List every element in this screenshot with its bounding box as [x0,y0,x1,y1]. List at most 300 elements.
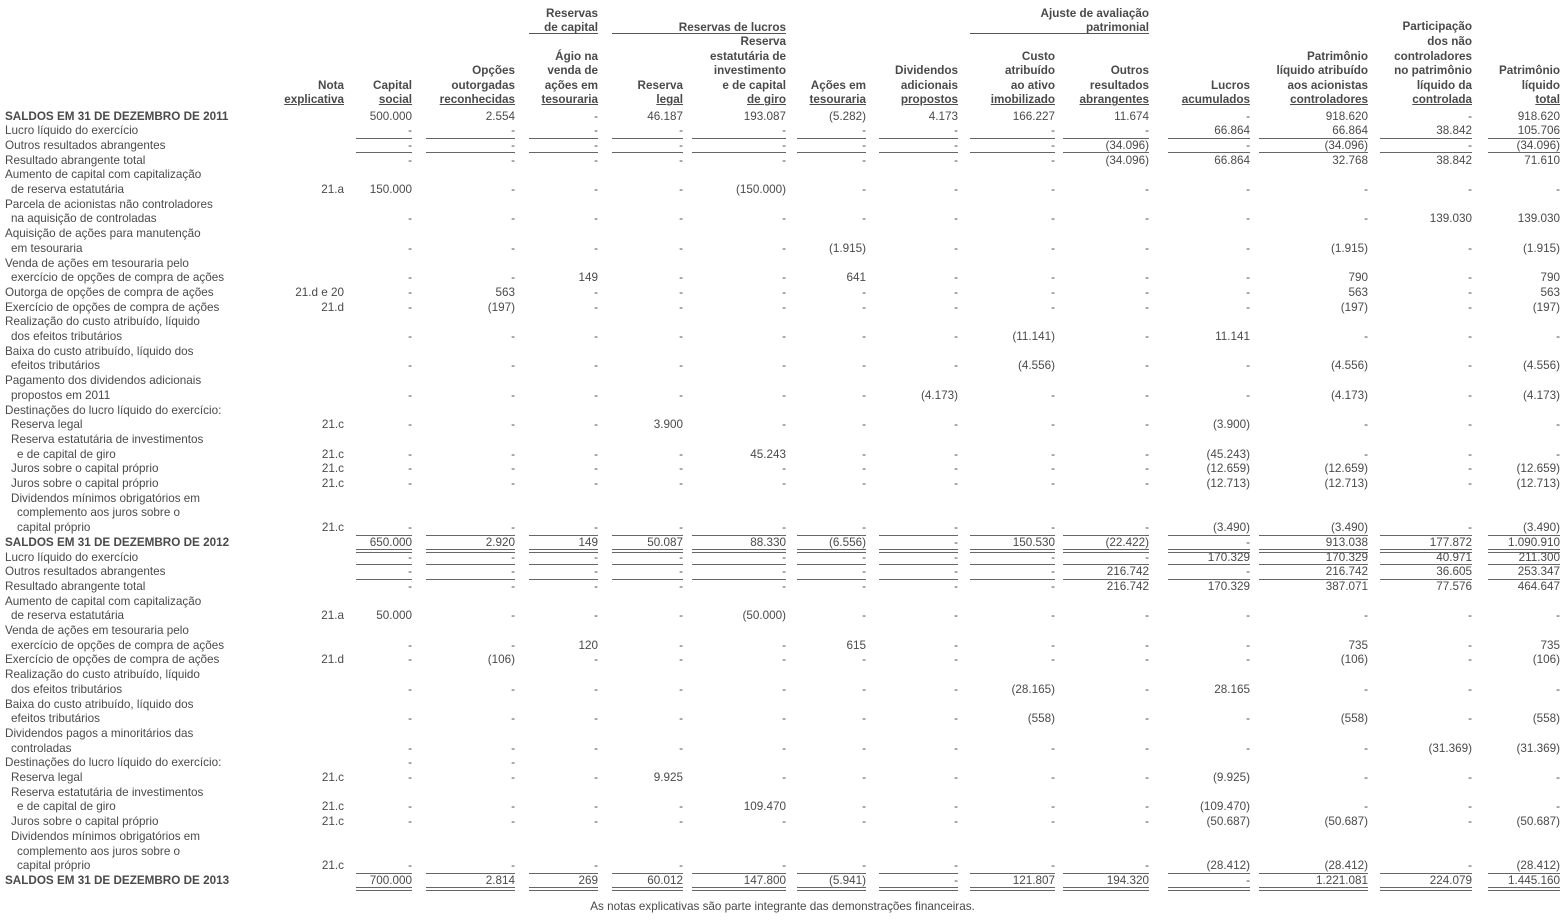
value-cell: (197) [1532,300,1560,314]
value-cell: - [594,521,598,535]
value-cell: 36.605 [1436,565,1472,579]
value-cell: - [782,521,786,535]
value-cell: (34.096) [1324,138,1368,152]
column-header-line: Outros [1110,64,1149,78]
value-cell: - [679,183,683,196]
value-cell: - [954,653,958,667]
value-cell: 38.842 [1436,153,1472,167]
value-cell: (4.556) [1522,359,1560,373]
value-cell: - [1468,388,1472,402]
value-cell: - [594,712,598,726]
value-cell: - [782,330,786,343]
value-cell: (12.713) [1324,477,1368,490]
header-group-rule [612,33,786,34]
value-cell: - [1246,138,1250,152]
row-label: Reserva legal [11,418,83,432]
value-cell: - [1556,771,1560,784]
value-cell: - [679,285,683,299]
value-cell: - [679,330,683,343]
total-double-rule [356,887,412,891]
value-cell: - [408,212,412,226]
value-cell: - [862,521,866,535]
value-cell: - [1468,521,1472,535]
value-cell: 194.320 [1106,873,1149,887]
total-double-rule [1063,887,1149,891]
value-cell: - [954,771,958,784]
value-cell: - [862,653,866,667]
value-cell: - [954,609,958,623]
value-cell: 563 [1348,285,1368,299]
column-header-line: adicionais [900,78,958,92]
value-cell: - [862,212,866,226]
header-group-line: Ajuste de avaliação [1040,7,1149,20]
value-cell: 2.814 [485,873,515,887]
value-cell: 790 [1348,271,1368,285]
value-cell: - [782,550,786,564]
column-header-line: Nota [318,78,344,92]
column-header-line: acumulados [1181,93,1250,107]
row-label: SALDOS EM 31 DE DEZEMBRO DE 2012 [5,535,230,549]
value-cell: - [1145,447,1149,461]
total-double-rule [970,887,1055,891]
total-double-rule [1259,887,1368,891]
value-cell: 50.000 [376,609,412,623]
value-cell: - [511,359,515,373]
value-cell: (34.096) [1105,153,1149,167]
note-ref: 21.c [321,800,344,814]
value-cell: - [1051,477,1055,490]
value-cell: - [679,477,683,490]
value-cell: - [1468,800,1472,814]
value-cell: (5.282) [828,109,866,123]
value-cell: 735 [1540,638,1560,652]
value-cell: 66.864 [1332,124,1368,138]
value-cell: - [1468,271,1472,285]
column-header-line: estatutária de [710,49,786,63]
value-cell: - [594,771,598,784]
value-cell: - [679,138,683,152]
row-label: em tesouraria [11,241,83,255]
value-cell: - [954,521,958,535]
value-cell: - [1468,418,1472,432]
value-cell: - [1145,330,1149,343]
row-label: Destinações do lucro líquido do exercício: [5,756,222,770]
value-cell: 2.920 [485,535,515,549]
value-cell: (1.915) [1522,241,1560,255]
column-header-line: Capital [373,78,412,92]
value-cell: 121.807 [1012,873,1055,887]
row-label: Lucro líquido do exercício [5,124,139,138]
value-cell: (4.556) [1330,359,1368,373]
value-cell: - [511,638,515,652]
row-label: complemento aos juros sobre o [17,506,181,520]
value-cell: - [679,300,683,314]
value-cell: - [1468,138,1472,152]
value-cell: 166.227 [1012,109,1055,123]
value-cell: - [862,285,866,299]
value-cell: - [1051,462,1055,476]
value-cell: - [862,800,866,814]
value-cell: (12.713) [1206,477,1250,490]
value-cell: - [1145,815,1149,829]
row-label: Juros sobre o capital próprio [11,477,159,490]
row-label: exercício de opções de compra de ações [11,271,225,285]
value-cell: 700.000 [369,873,412,887]
value-cell: - [1364,212,1368,226]
value-cell: - [1246,359,1250,373]
value-cell: - [1051,800,1055,814]
value-cell: (28.412) [1516,859,1560,873]
row-label: Juros sobre o capital próprio [11,462,159,476]
value-cell: - [862,682,866,696]
value-cell: - [862,462,866,476]
column-header [1350,20,1472,108]
value-cell: 38.842 [1436,124,1472,138]
value-cell: 9.925 [653,771,683,784]
value-cell: - [954,741,958,755]
value-cell: (106) [487,653,515,667]
total-double-rule [426,887,515,891]
value-cell: - [511,815,515,829]
total-double-rule [529,887,598,891]
value-cell: - [1145,462,1149,476]
row-label: Destinações do lucro líquido do exercício: [5,403,222,417]
value-cell: 45.243 [750,447,786,461]
row-label: Dividendos pagos a minoritários das [5,726,194,740]
value-cell: (1.915) [828,241,866,255]
value-cell: (4.173) [920,388,958,402]
column-header-line: venda de [547,64,598,78]
row-label: dos efeitos tributários [11,682,123,696]
value-cell: - [594,859,598,873]
value-cell: - [511,741,515,755]
value-cell: - [1468,477,1472,490]
value-cell: (11.141) [1012,330,1055,343]
value-cell: - [1246,109,1250,123]
column-header-line: tesouraria [809,93,866,107]
value-cell: (45.243) [1206,447,1250,461]
value-cell: - [782,153,786,167]
row-label: capital próprio [17,859,91,873]
value-cell: 150.000 [369,183,412,196]
column-header-line: Participação [1402,20,1472,34]
value-cell: - [862,124,866,138]
value-cell: (3.490) [1212,521,1250,535]
column-header-line: Dividendos [895,64,958,78]
value-cell: - [1145,741,1149,755]
value-cell: (3.900) [1212,418,1250,432]
header-group-line: Reservas [546,7,598,20]
column-header-line: imobilizado [990,93,1055,107]
value-cell: - [594,212,598,226]
value-cell: - [1246,212,1250,226]
value-cell: - [1145,859,1149,873]
value-cell: - [1145,212,1149,226]
value-cell: 790 [1540,271,1560,285]
value-cell: - [1145,477,1149,490]
value-cell: - [408,300,412,314]
value-cell: - [782,212,786,226]
value-cell: - [408,756,412,770]
row-label: SALDOS EM 31 DE DEZEMBRO DE 2011 [5,109,229,123]
value-cell: - [594,653,598,667]
value-cell: - [1051,447,1055,461]
value-cell: - [408,712,412,726]
value-cell: - [1051,212,1055,226]
value-cell: - [782,859,786,873]
value-cell: - [1246,388,1250,402]
value-cell: - [1556,447,1560,461]
value-cell: - [1145,800,1149,814]
row-label: efeitos tributários [11,712,100,726]
value-cell: - [511,800,515,814]
column-header-line: Patrimônio [1498,64,1560,78]
column-header-line: outorgadas [451,78,515,92]
value-cell: - [1468,462,1472,476]
value-cell: (558) [1027,712,1055,726]
value-cell: - [511,153,515,167]
row-label: Reserva estatutária de investimentos [11,432,204,446]
value-cell: - [408,638,412,652]
value-cell: - [1468,682,1472,696]
footnote: As notas explicativas são parte integrante das demonstrações financeiras. [590,900,975,913]
value-cell: (31.369) [1428,741,1472,755]
value-cell: - [1051,300,1055,314]
value-cell: - [679,609,683,623]
value-cell: - [679,153,683,167]
row-label: propostos em 2011 [11,388,111,402]
value-cell: - [408,550,412,564]
value-cell: (4.556) [1017,359,1055,373]
column-header-line: Reserva [740,35,786,48]
value-cell: (12.659) [1324,462,1368,476]
value-cell: - [1051,609,1055,623]
value-cell: - [679,447,683,461]
value-cell: - [1246,241,1250,255]
column-header-line: tesouraria [541,93,598,107]
value-cell: - [1145,285,1149,299]
value-cell: - [862,579,866,593]
value-cell: - [1364,447,1368,461]
value-cell: - [954,138,958,152]
value-cell: - [594,565,598,579]
value-cell: 918.620 [1325,109,1368,123]
value-cell: - [408,653,412,667]
value-cell: - [1468,330,1472,343]
value-cell: - [1145,521,1149,535]
value-cell: - [782,124,786,138]
note-ref: 21.a [321,183,344,196]
value-cell: 66.864 [1214,124,1250,138]
total-double-rule [879,887,958,891]
value-cell: (31.369) [1516,741,1560,755]
column-header [1229,50,1368,108]
column-header-line: líquido [1521,78,1560,92]
value-cell: - [594,138,598,152]
value-cell: - [1364,800,1368,814]
value-cell: - [1145,712,1149,726]
value-cell: - [511,859,515,873]
value-cell: - [954,462,958,476]
value-cell: - [1051,124,1055,138]
value-cell: - [782,682,786,696]
value-cell: - [408,859,412,873]
value-cell: - [954,285,958,299]
value-cell: - [408,741,412,755]
value-cell: - [594,241,598,255]
column-header-line: ao ativo [1010,78,1055,92]
value-cell: 1.090.910 [1508,535,1560,549]
value-cell: (558) [1532,712,1560,726]
value-cell: 170.329 [1207,550,1250,564]
value-cell: 918.620 [1517,109,1560,123]
value-cell: - [679,638,683,652]
value-cell: (50.000) [742,609,786,623]
value-cell: - [782,271,786,285]
header-group [950,7,1149,35]
value-cell: 170.329 [1325,550,1368,564]
value-cell: 109.470 [743,800,786,814]
value-cell: - [954,447,958,461]
row-label: capital próprio [17,521,91,535]
value-cell: - [408,330,412,343]
value-cell: - [862,447,866,461]
value-cell: - [954,579,958,593]
value-cell: - [954,535,958,549]
value-cell: - [511,447,515,461]
value-cell: - [1145,653,1149,667]
value-cell: (34.096) [1516,138,1560,152]
value-cell: - [862,418,866,432]
header-group-line: de capital [544,21,598,34]
value-cell: - [954,638,958,652]
value-cell: - [679,579,683,593]
value-cell: 28.165 [1214,682,1250,696]
value-cell: - [1051,859,1055,873]
value-cell: 224.079 [1429,873,1472,887]
value-cell: - [679,359,683,373]
row-label: Realização do custo atribuído, líquido [5,668,200,682]
value-cell: - [782,477,786,490]
value-cell: - [408,388,412,402]
value-cell: - [594,418,598,432]
value-cell: (197) [1340,300,1368,314]
value-cell: - [1364,330,1368,343]
value-cell: - [1051,741,1055,755]
value-cell: - [1364,418,1368,432]
value-cell: - [1145,388,1149,402]
value-cell: - [1145,638,1149,652]
value-cell: 211.300 [1518,550,1560,564]
row-label: Aquisição de ações para manutenção [5,227,201,241]
value-cell: - [1145,359,1149,373]
value-cell: - [1051,285,1055,299]
note-ref: 21.c [321,521,344,535]
row-label: Lucro líquido do exercício [5,550,139,564]
value-cell: (50.687) [1206,815,1250,829]
column-header-line: líquido da [1416,78,1472,92]
value-cell: - [1468,183,1472,196]
value-cell: - [782,741,786,755]
value-cell: - [782,579,786,593]
value-cell: - [679,271,683,285]
value-cell: - [1051,271,1055,285]
value-cell: - [594,153,598,167]
column-header-line: legal [656,93,683,107]
value-cell: (34.096) [1105,138,1149,152]
value-cell: 563 [495,285,515,299]
value-cell: - [679,212,683,226]
row-label: de reserva estatutária [11,609,125,623]
value-cell: 269 [578,873,598,887]
value-cell: - [862,183,866,196]
value-cell: - [1468,653,1472,667]
value-cell: - [1051,183,1055,196]
value-cell: - [1468,300,1472,314]
value-cell: - [1145,418,1149,432]
value-cell: 500.000 [369,109,412,123]
value-cell: - [1051,815,1055,829]
row-label: de reserva estatutária [11,183,125,196]
row-label: Dividendos mínimos obrigatórios em [11,829,201,843]
column-header-line: Lucros [1211,78,1250,92]
value-cell: - [408,359,412,373]
note-ref: 21.c [321,771,344,784]
value-cell: - [594,359,598,373]
note-ref: 21.d [321,653,344,667]
value-cell: 147.800 [743,873,786,887]
value-cell: - [1051,138,1055,152]
value-cell: - [954,565,958,579]
value-cell: 216.742 [1106,565,1149,579]
value-cell: - [511,682,515,696]
value-cell: 464.647 [1517,579,1560,593]
value-cell: - [1145,771,1149,784]
value-cell: - [1051,638,1055,652]
value-cell: - [862,712,866,726]
row-label: Outros resultados abrangentes [5,138,166,152]
value-cell: - [511,388,515,402]
value-cell: 4.173 [928,109,958,123]
value-cell: - [782,388,786,402]
row-label: efeitos tributários [11,359,100,373]
value-cell: - [511,609,515,623]
value-cell: 120 [578,638,598,652]
value-cell: (558) [1340,712,1368,726]
value-cell: 170.329 [1207,579,1250,593]
value-cell: - [1468,712,1472,726]
column-header-line: reconhecidas [439,93,515,107]
value-cell: - [594,462,598,476]
note-ref: 21.c [321,447,344,461]
value-cell: - [862,300,866,314]
row-label: exercício de opções de compra de ações [11,638,225,652]
total-double-rule [612,887,683,891]
value-cell: - [1246,741,1250,755]
note-ref: 21.c [321,418,344,432]
value-cell: 3.900 [653,418,683,432]
value-cell: - [862,153,866,167]
header-group-line: Reservas de lucros [678,21,786,34]
value-cell: - [954,212,958,226]
value-cell: - [1051,565,1055,579]
value-cell: 66.864 [1214,153,1250,167]
value-cell: - [782,241,786,255]
value-cell: - [862,477,866,490]
value-cell: - [679,653,683,667]
column-header-line: líquido atribuído [1276,64,1368,78]
column-header-line: aos acionistas [1287,78,1368,92]
